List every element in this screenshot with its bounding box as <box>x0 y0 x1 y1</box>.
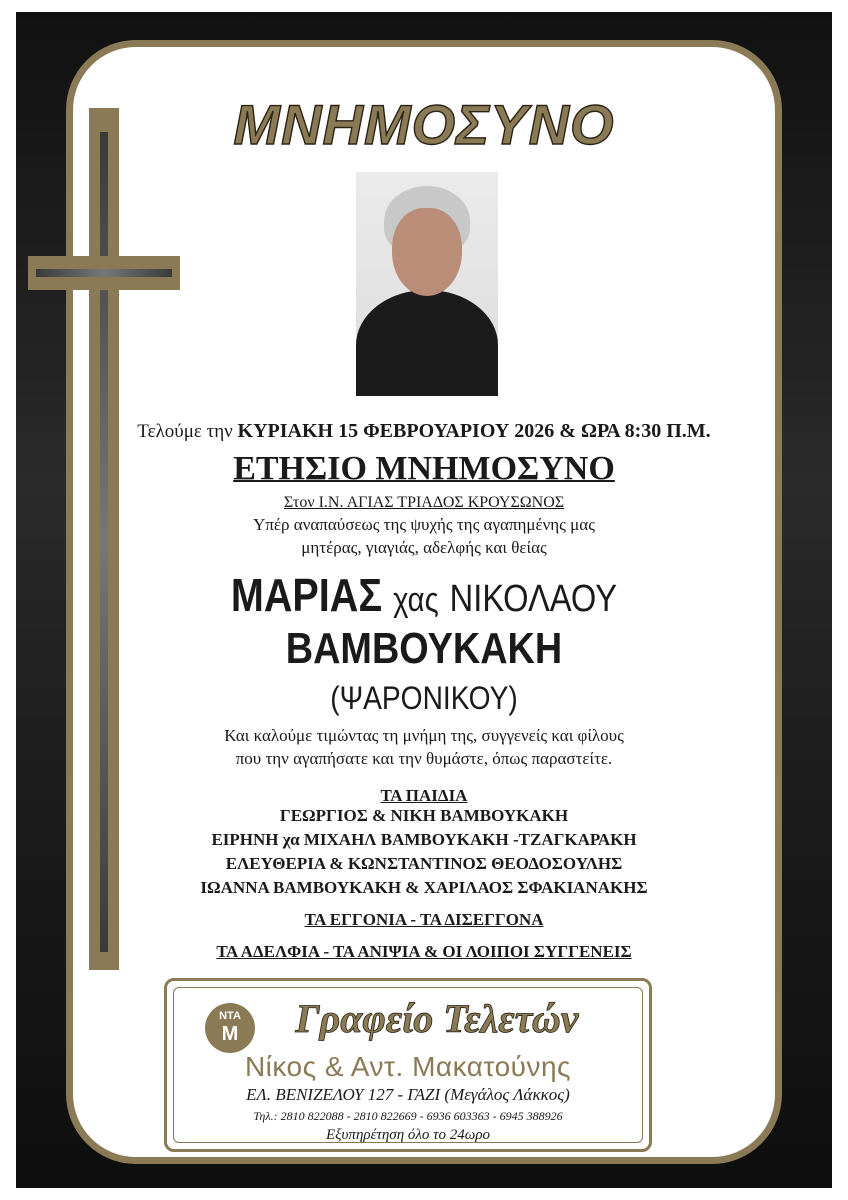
office-owners: Νίκος & Αντ. Μακατούνης <box>244 1051 572 1082</box>
office-name: Γραφείο Τελετών <box>295 996 579 1041</box>
siblings-line: ΤΑ ΑΔΕΛΦΙΑ - ΤΑ ΑΝΙΨΙΑ & ΟΙ ΛΟΙΠΟΙ ΣΥΓΓΕΝΕΙΣ <box>216 942 632 961</box>
name-xas: χας <box>393 581 439 619</box>
office-hours: Εξυπηρέτηση όλο το 24ωρο <box>325 1127 491 1143</box>
child-entry: ΕΛΕΥΘΕΡΙΑ & ΚΩΝΣΤΑΝΤΙΝΟΣ ΘΕΟΔΟΣΟΥΛΗΣ <box>225 854 623 873</box>
invite-line-1: Και καλούμε τιμώντας τη μνήμη της, συγγενείς και φίλους <box>224 726 624 745</box>
date-line <box>0 420 848 443</box>
prayer-line-2: μητέρας, γιαγιάς, αδελφής και θείας <box>301 538 547 557</box>
first-name: ΜΑΡΙΑΣ <box>230 569 383 621</box>
church-name: Στον Ι.Ν. ΑΓΙΑΣ ΤΡΙΑΔΟΣ ΚΡΟΥΣΩΝΟΣ <box>283 494 565 511</box>
event-title: ΕΤΗΣΙΟ ΜΝΗΜΟΣΥΝΟ <box>233 450 615 487</box>
funeral-office-logo: ΝΤΑ Μ <box>205 1003 255 1053</box>
office-address: ΕΛ. ΒΕΝΙΖΕΛΟΥ 127 - ΓΑΖΙ (Μεγάλος Λάκκος) <box>246 1085 570 1104</box>
page-title: ΜΝΗΜΟΣΥΝΟ <box>233 93 615 156</box>
invite-line-2: που την αγαπήσατε και την θυμάστε, όπως παραστείτε. <box>235 749 613 768</box>
child-entry: ΙΩΑΝΝΑ ΒΑΜΒΟΥΚΑΚΗ & ΧΑΡΙΛΑΟΣ ΣΦΑΚΙΑΝΑΚΗΣ <box>200 878 648 897</box>
deceased-name <box>59 568 788 622</box>
grandchildren-line: ΤΑ ΕΓΓΟΝΙΑ - ΤΑ ΔΙΣΕΓΓΟΝΑ <box>304 910 544 929</box>
husband-name: ΝΙΚΟΛΑΟΥ <box>449 578 618 620</box>
child-entry: ΓΕΩΡΓΙΟΣ & ΝΙΚΗ ΒΑΜΒΟΥΚΑΚΗ <box>279 806 569 825</box>
children-heading: ΤΑ ΠΑΙΔΙΑ <box>380 786 468 805</box>
funeral-office-box <box>164 978 652 1152</box>
office-phones: Τηλ.: 2810 822088 - 2810 822669 - 6936 603363 - 6945 388926 <box>253 1109 563 1123</box>
maiden-name: (ΨΑΡΟΝΙΚΟΥ) <box>330 680 518 716</box>
date-main: ΚΥΡΙΑΚΗ 15 ΦΕΒΡΟΥΑΡΙΟΥ 2026 & ΩΡΑ 8:30 Π.Μ. <box>237 420 711 442</box>
cross-arm <box>28 256 180 290</box>
deceased-surname: ΒΑΜΒΟΥΚΑΚΗ <box>285 624 563 673</box>
date-prefix: Τελούμε την <box>137 421 233 442</box>
child-entry: ΕΙΡΗΝΗ χα ΜΙΧΑΗΛ ΒΑΜΒΟΥΚΑΚΗ -ΤΖΑΓΚΑΡΑΚΗ <box>211 830 637 849</box>
portrait-photo <box>356 172 498 396</box>
prayer-line-1: Υπέρ αναπαύσεως της ψυχής της αγαπημένης μας <box>253 515 595 534</box>
